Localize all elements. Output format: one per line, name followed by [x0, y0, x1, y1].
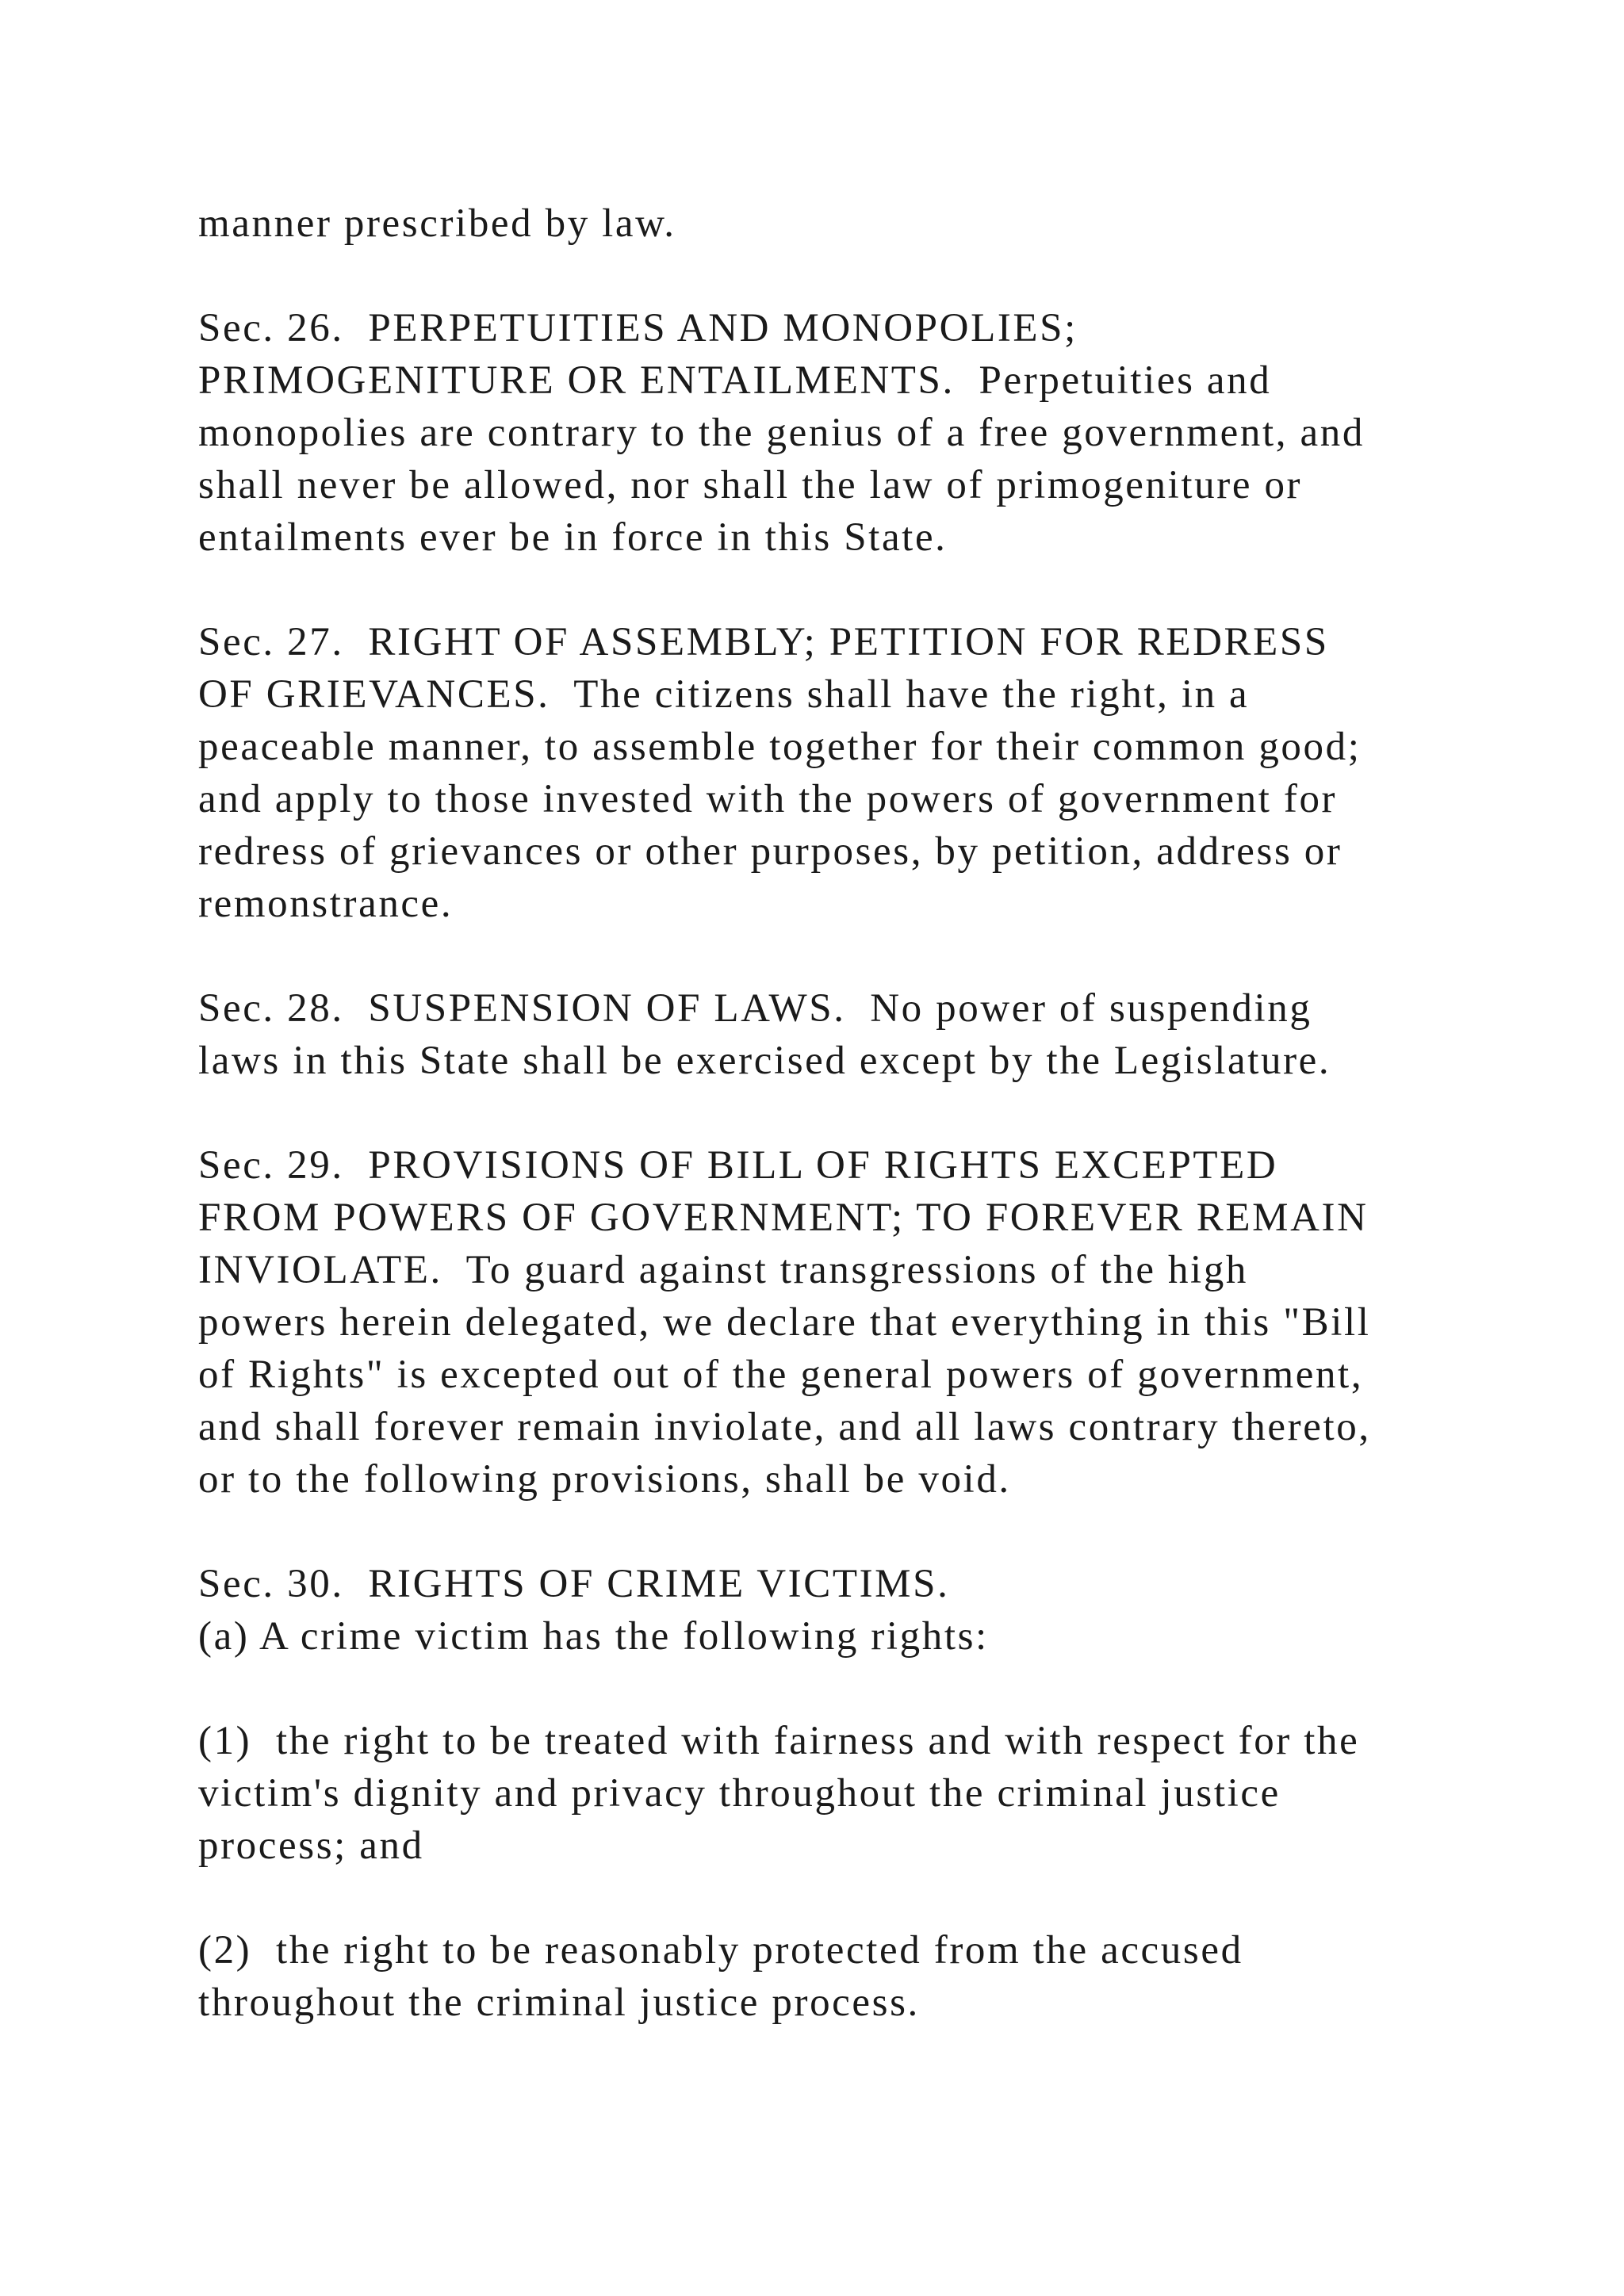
- text-line: OF GRIEVANCES. The citizens shall have the right, in a: [198, 672, 1250, 717]
- text-line: and apply to those invested with the powers of government for: [198, 777, 1338, 821]
- text-line: remonstrance.: [198, 882, 454, 926]
- text-line: of Rights" is excepted out of the general powers of government,: [198, 1353, 1364, 1397]
- text-line: redress of grievances or other purposes, by petition, address or: [198, 829, 1342, 874]
- text-line: peaceable manner, to assemble together for their common good;: [198, 725, 1362, 769]
- section-heading-26: Sec. 26. PERPETUITIES AND MONOPOLIES;: [198, 306, 1078, 350]
- text-line: INVIOLATE. To guard against transgressions of the high: [198, 1248, 1249, 1292]
- section-heading-30: Sec. 30. RIGHTS OF CRIME VICTIMS.: [198, 1562, 950, 1606]
- section-heading-27: Sec. 27. RIGHT OF ASSEMBLY; PETITION FOR REDRESS: [198, 620, 1329, 664]
- text-line: and shall forever remain inviolate, and all laws contrary thereto,: [198, 1405, 1371, 1449]
- text-line: shall never be allowed, nor shall the law of primogeniture or: [198, 463, 1303, 507]
- list-item-2: (2) the right to be reasonably protected from the accused: [198, 1928, 1243, 1973]
- text-line: laws in this State shall be exercised except by the Legislature.: [198, 1039, 1331, 1083]
- text-line: powers herein delegated, we declare that everything in this "Bill: [198, 1300, 1371, 1345]
- section-heading-29: Sec. 29. PROVISIONS OF BILL OF RIGHTS EXCEPTED: [198, 1143, 1278, 1188]
- text-line: process; and: [198, 1823, 424, 1868]
- subsection-a: (a) A crime victim has the following rights:: [198, 1614, 989, 1659]
- text-line: entailments ever be in force in this State.: [198, 515, 948, 560]
- list-item-1: (1) the right to be treated with fairness and with respect for the: [198, 1719, 1360, 1763]
- text-line: victim's dignity and privacy throughout the criminal justice: [198, 1771, 1281, 1816]
- text-line: manner prescribed by law.: [198, 201, 676, 246]
- text-line: throughout the criminal justice process.: [198, 1980, 920, 2025]
- text-line: PRIMOGENITURE OR ENTAILMENTS. Perpetuities and: [198, 358, 1272, 403]
- text-line: or to the following provisions, shall be void.: [198, 1457, 1011, 1502]
- text-line: FROM POWERS OF GOVERNMENT; TO FOREVER REMAIN: [198, 1196, 1369, 1240]
- text-line: monopolies are contrary to the genius of a free government, and: [198, 411, 1365, 455]
- section-heading-28: Sec. 28. SUSPENSION OF LAWS. No power of suspending: [198, 986, 1312, 1031]
